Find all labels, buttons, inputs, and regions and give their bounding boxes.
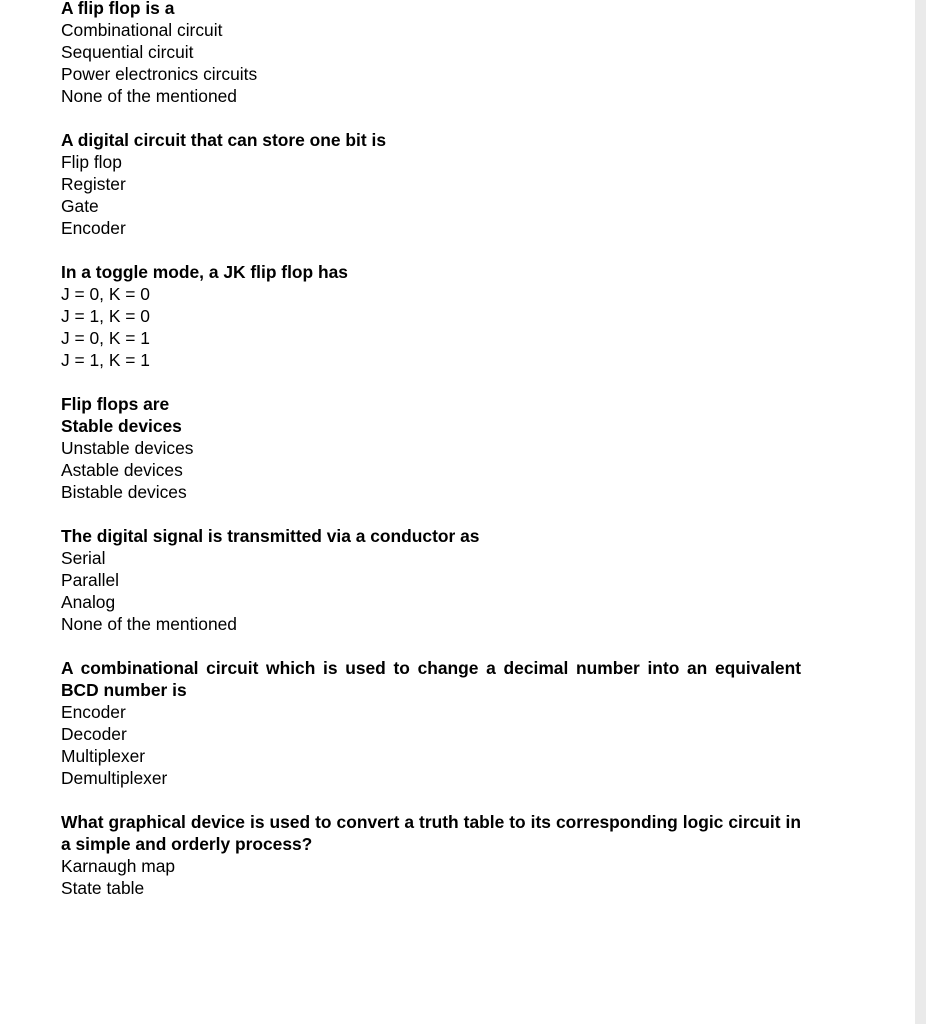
option: Gate bbox=[61, 196, 99, 216]
option: Sequential circuit bbox=[61, 42, 194, 62]
option: Demultiplexer bbox=[61, 768, 168, 788]
option: Register bbox=[61, 174, 126, 194]
option: Serial bbox=[61, 548, 106, 568]
option: J = 1, K = 0 bbox=[61, 306, 150, 326]
question-4 bbox=[61, 393, 801, 503]
question-text: What graphical device is used to convert a truth table to its corresponding logic circuit in a simple and orderly process? bbox=[61, 812, 801, 854]
option: None of the mentioned bbox=[61, 86, 237, 106]
option: Stable devices bbox=[61, 416, 182, 436]
option: Astable devices bbox=[61, 460, 183, 480]
option: Flip flop bbox=[61, 152, 122, 172]
question-5 bbox=[61, 525, 801, 635]
option: Encoder bbox=[61, 218, 126, 238]
question-text: A digital circuit that can store one bit is bbox=[61, 130, 386, 150]
question-1 bbox=[61, 0, 801, 107]
option: Multiplexer bbox=[61, 746, 146, 766]
option: J = 0, K = 0 bbox=[61, 284, 150, 304]
scrollbar-track[interactable] bbox=[915, 0, 926, 1024]
option: None of the mentioned bbox=[61, 614, 237, 634]
option: State table bbox=[61, 878, 145, 898]
question-text: A combinational circuit which is used to change a decimal number into an equivalent BCD number is bbox=[61, 658, 801, 700]
question-7 bbox=[61, 811, 801, 899]
option: Karnaugh map bbox=[61, 856, 176, 876]
option: Parallel bbox=[61, 570, 119, 590]
option: Encoder bbox=[61, 702, 126, 722]
option: Unstable devices bbox=[61, 438, 194, 458]
option: Analog bbox=[61, 592, 116, 612]
option: Power electronics circuits bbox=[61, 64, 258, 84]
question-6 bbox=[61, 657, 801, 789]
question-text: Flip flops are bbox=[61, 394, 170, 414]
option: J = 0, K = 1 bbox=[61, 328, 150, 348]
question-list bbox=[61, 0, 801, 921]
option: Decoder bbox=[61, 724, 127, 744]
option: J = 1, K = 1 bbox=[61, 350, 150, 370]
question-2 bbox=[61, 129, 801, 239]
option: Bistable devices bbox=[61, 482, 187, 502]
question-3 bbox=[61, 261, 801, 371]
question-text: The digital signal is transmitted via a conductor as bbox=[61, 526, 480, 546]
option: Combinational circuit bbox=[61, 20, 223, 40]
question-text: A flip flop is a bbox=[61, 0, 175, 18]
question-text: In a toggle mode, a JK flip flop has bbox=[61, 262, 348, 282]
